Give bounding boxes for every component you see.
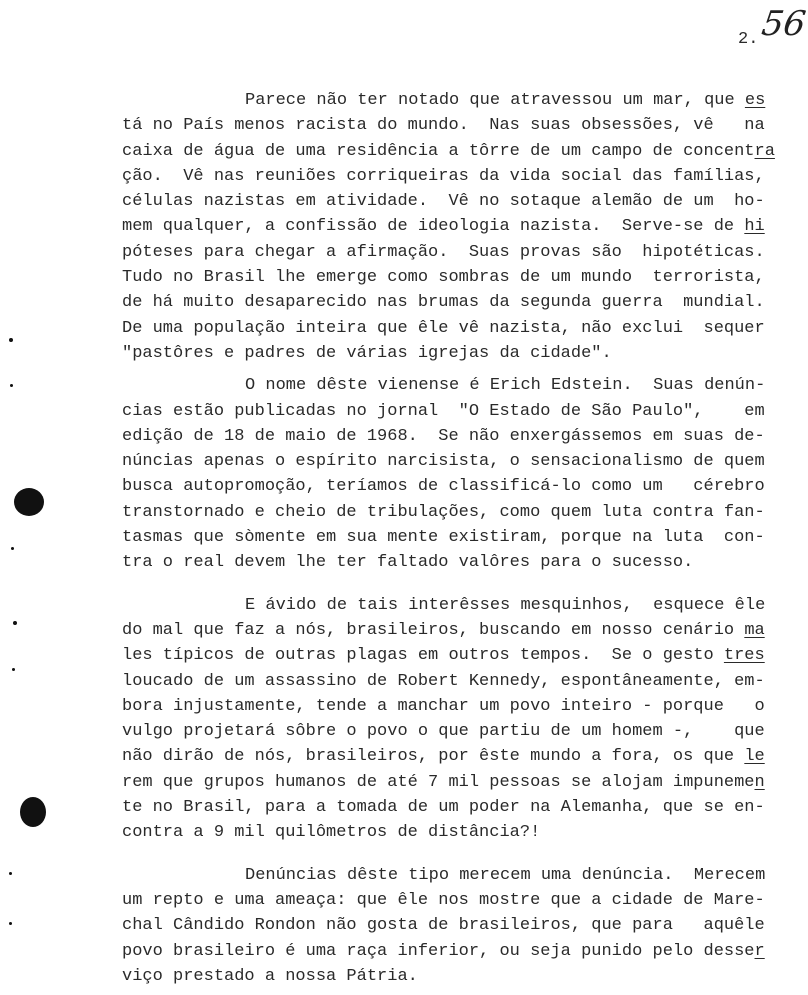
line-text: te no Brasil, para a tomada de um poder na Alemanha, que se en- xyxy=(122,798,765,818)
ink-blot xyxy=(14,488,44,516)
text-line xyxy=(122,913,782,938)
underlined-syllable: r xyxy=(754,941,765,961)
underlined-syllable: hi xyxy=(744,217,765,237)
line-text: tra o real devem lhe ter faltado valôres para o sucesso. xyxy=(122,553,694,573)
text-line xyxy=(122,863,782,888)
text-line xyxy=(122,88,782,113)
line-text: células nazistas em atividade. Vê no sotaque alemão de um ho- xyxy=(122,192,765,212)
text-line xyxy=(122,290,782,315)
handwritten-page-number: 56 xyxy=(759,4,808,44)
line-text: edição de 18 de maio de 1968. Se não enxergássemos em suas de- xyxy=(122,426,765,446)
line-text: E ávido de tais interêsses mesquinhos, esquece êle xyxy=(245,595,766,615)
text-line xyxy=(122,240,782,265)
ink-dot xyxy=(12,668,15,671)
line-text: mem qualquer, a confissão de ideologia nazista. Serve-se de xyxy=(122,217,745,237)
line-text: Parece não ter notado que atravessou um mar, que xyxy=(245,91,745,110)
line-text: não dirão de nós, brasileiros, por êste mundo a fora, os que xyxy=(122,747,745,767)
line-text: transtornado e cheio de tribulações, como quem luta contra fan- xyxy=(122,502,765,522)
text-line xyxy=(122,474,782,499)
line-text: les típicos de outras plagas em outros tempos. Se o gesto xyxy=(122,646,724,666)
line-text: do mal que faz a nós, brasileiros, buscando em nosso cenário xyxy=(122,620,745,640)
ink-blot xyxy=(20,797,46,827)
text-line xyxy=(122,189,782,214)
paragraph xyxy=(122,863,782,989)
text-line xyxy=(122,795,782,820)
text-line xyxy=(122,618,782,643)
text-line xyxy=(122,888,782,913)
text-line xyxy=(122,164,782,189)
text-line xyxy=(122,770,782,795)
text-line xyxy=(122,316,782,341)
text-line xyxy=(122,373,782,398)
line-text: contra a 9 mil quilômetros de distância?! xyxy=(122,823,541,843)
text-line xyxy=(122,939,782,964)
page-number: 2. xyxy=(738,30,759,49)
text-line xyxy=(122,719,782,744)
ink-dot xyxy=(13,621,17,625)
line-text: viço prestado a nossa Pátria. xyxy=(122,966,418,986)
line-text: tá no País menos racista do mundo. Nas suas obsessões, vê na xyxy=(122,116,765,136)
underlined-syllable: tres xyxy=(723,646,765,666)
paragraph xyxy=(122,373,782,575)
line-text: busca autopromoção, teríamos de classificá-lo como um cérebro xyxy=(122,477,765,497)
line-text: um repto e uma ameaça: que êle nos mostre que a cidade de Mare- xyxy=(122,890,765,910)
text-line xyxy=(122,643,782,668)
line-text: O nome dêste vienense é Erich Edstein. Suas denún- xyxy=(245,376,766,396)
text-line xyxy=(122,113,782,138)
text-line xyxy=(122,265,782,290)
line-text: de há muito desaparecido nas brumas da segunda guerra mundial. xyxy=(122,293,765,313)
text-line xyxy=(122,669,782,694)
ink-dot xyxy=(9,922,12,925)
line-text: ção. Vê nas reuniões corriqueiras da vida social das famílias, xyxy=(122,166,765,186)
text-line xyxy=(122,449,782,474)
line-text: De uma população inteira que êle vê nazista, não exclui sequer xyxy=(122,318,765,338)
line-text: chal Cândido Rondon não gosta de brasileiros, que para aquêle xyxy=(122,916,765,936)
text-line xyxy=(122,341,782,366)
text-line xyxy=(122,139,782,164)
line-text: Tudo no Brasil lhe emerge como sombras de um mundo terrorista, xyxy=(122,268,765,288)
line-text: vulgo projetará sôbre o povo o que partiu de um homem -, que xyxy=(122,722,765,742)
line-text: núncias apenas o espírito narcisista, o sensacionalismo de quem xyxy=(122,452,765,472)
underlined-syllable: ra xyxy=(754,141,775,161)
line-text: Denúncias dêste tipo merecem uma denúncia. Merecem xyxy=(245,865,766,885)
text-line xyxy=(122,744,782,769)
line-text: rem que grupos humanos de até 7 mil pessoas se alojam impuneme xyxy=(122,772,755,792)
ink-dot xyxy=(9,872,12,875)
text-line xyxy=(122,399,782,424)
line-text: loucado de um assassino de Robert Kennedy, espontâneamente, em- xyxy=(122,671,765,691)
underlined-syllable: es xyxy=(744,91,766,110)
line-text: caixa de água de uma residência a tôrre de um campo de concent xyxy=(122,141,755,161)
text-line xyxy=(122,593,782,618)
underlined-syllable: le xyxy=(744,747,765,767)
line-text: cias estão publicadas no jornal "O Estado de São Paulo", em xyxy=(122,401,765,421)
text-line xyxy=(122,214,782,239)
text-line xyxy=(122,525,782,550)
underlined-syllable: ma xyxy=(744,620,765,640)
text-line xyxy=(122,550,782,575)
line-text: povo brasileiro é uma raça inferior, ou seja punido pelo desse xyxy=(122,941,755,961)
ink-dot xyxy=(9,338,13,342)
text-line xyxy=(122,424,782,449)
ink-dot xyxy=(10,384,13,387)
text-line xyxy=(122,820,782,845)
text-line xyxy=(122,500,782,525)
text-line xyxy=(122,964,782,989)
ink-dot xyxy=(11,547,14,550)
underlined-syllable: n xyxy=(754,772,765,792)
document-body xyxy=(122,88,782,989)
paragraph xyxy=(122,88,782,366)
paragraph xyxy=(122,593,782,846)
line-text: bora injustamente, tende a manchar um povo inteiro - porque o xyxy=(122,696,765,716)
line-text: "pastôres e padres de várias igrejas da cidade". xyxy=(122,343,612,363)
line-text: póteses para chegar a afirmação. Suas provas são hipotéticas. xyxy=(122,242,765,262)
text-line xyxy=(122,694,782,719)
line-text: tasmas que sòmente em sua mente existiram, porque na luta con- xyxy=(122,528,765,548)
